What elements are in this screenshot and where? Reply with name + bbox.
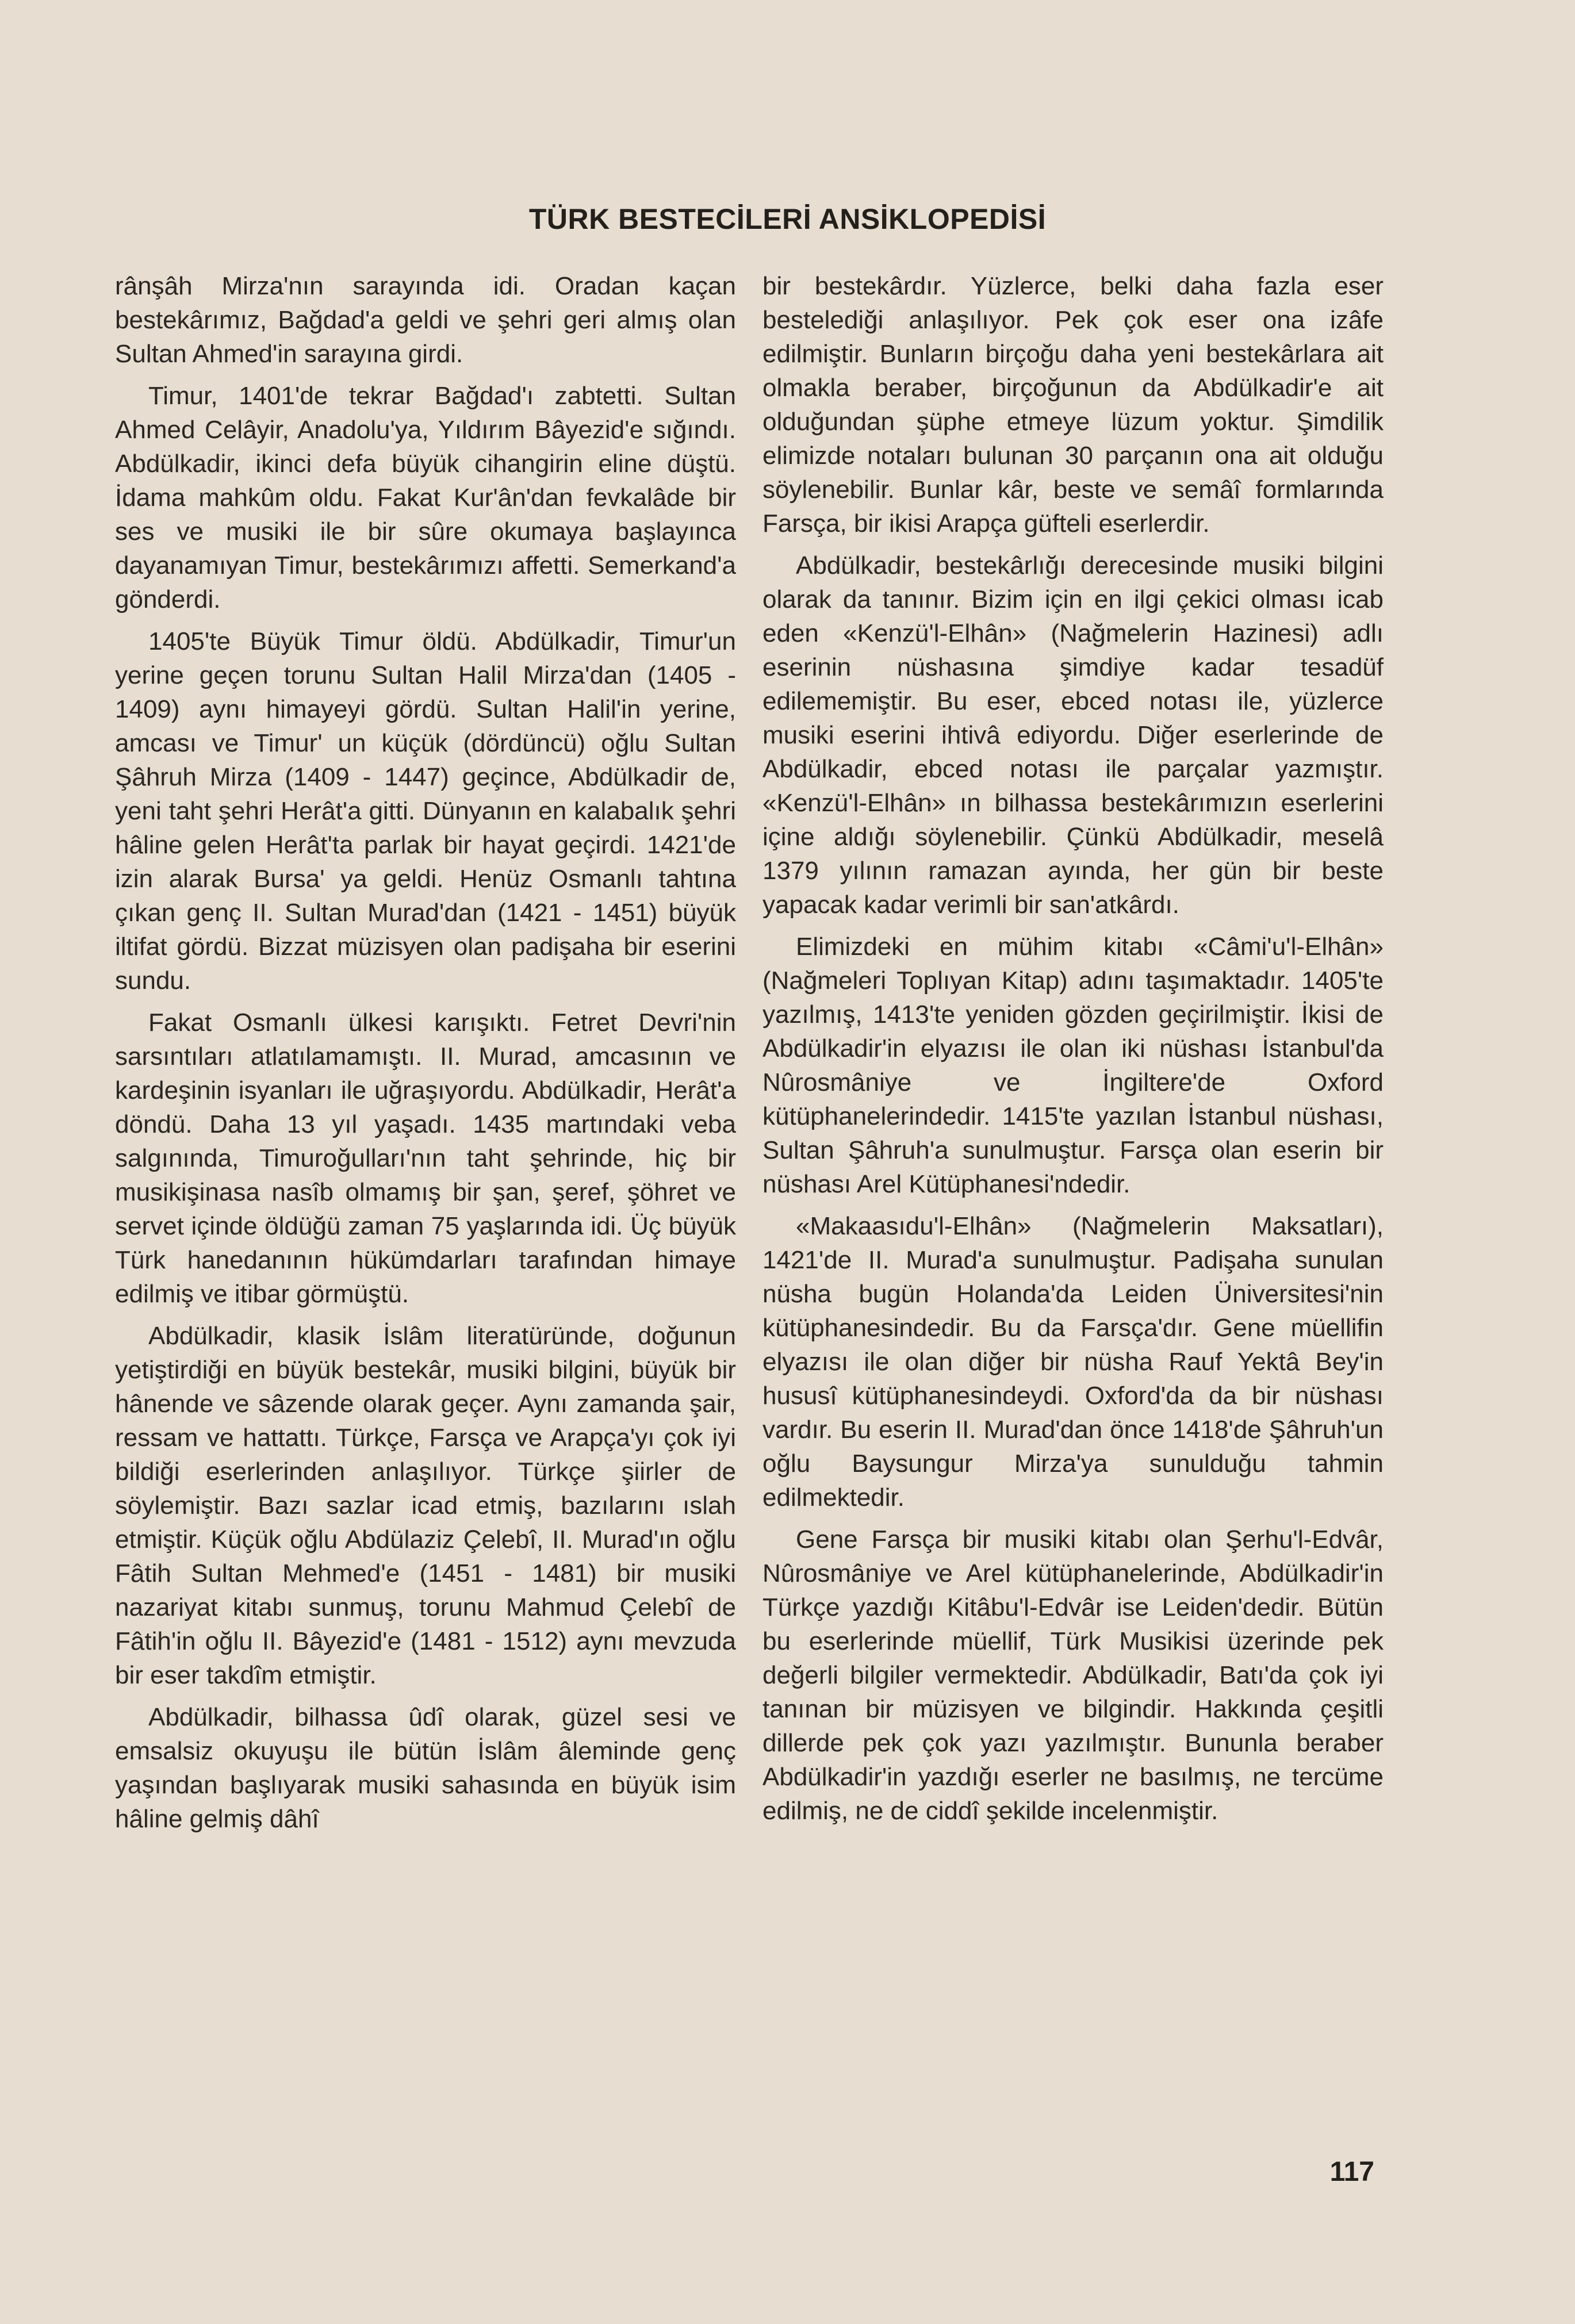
- paragraph: rânşâh Mirza'nın sarayında idi. Oradan kaçan bestekârımız, Bağdad'a geldi ve şehri geri almış olan Sultan Ahmed'in sarayına girdi.: [115, 272, 736, 368]
- right-column: [762, 269, 1384, 1836]
- paragraph: 1405'te Büyük Timur öldü. Abdülkadir, Timur'un yerine geçen torunu Sultan Halil Mirza'dan (1405 - 1409) aynı himayeyi gördü. Sultan Halil'in yerine, amcası ve Timur' un küçük (dördüncü) oğlu Sultan Şâhruh Mirza (1409 - 1447) geçince, Abdülkadir de, yeni taht şehri Herât'a gitti. Dünyanın en kalabalık şehri hâline gelen Herât'ta parlak bir hayat geçirdi. 1421'de izin alarak Bursa' ya geldi. Henüz Osmanlı tahtına çıkan genç II. Sultan Murad'dan (1421 - 1451) büyük iltifat gördü. Bizzat müzisyen olan padişaha bir eserini sundu.: [115, 627, 736, 995]
- left-column: [115, 269, 736, 1844]
- paragraph: Abdülkadir, bilhassa ûdî olarak, güzel sesi ve emsalsiz okuyuşu ile bütün İslâm âleminde genç yaşından başlıyarak musiki sahasında en büyük isim hâline gelmiş dâhî: [115, 1703, 736, 1833]
- paragraph: «Makaasıdu'l-Elhân» (Nağmelerin Maksatları), 1421'de II. Murad'a sunulmuştur. Padişaha sunulan nüsha bugün Holanda'da Leiden Üniversitesi'nin kütüphanesindedir. Bu da Farsça'dır. Gene müellifin elyazısı ile olan diğer bir nüsha Rauf Yektâ Bey'in hususî kütüphanesindeydi. Oxford'da da bir nüshası vardır. Bu eserin II. Murad'dan önce 1418'de Şâhruh'un oğlu Baysungur Mirza'ya sunulduğu tahmin edilmektedir.: [762, 1212, 1384, 1512]
- paragraph: Elimizdeki en mühim kitabı «Câmi'u'l-Elhân» (Nağmeleri Toplıyan Kitap) adını taşımaktadır. 1405'te yazılmış, 1413'te yeniden gözden geçirilmiştir. İkisi de Abdülkadir'in elyazısı ile olan iki nüshası İstanbul'da Nûrosmâniye ve İngiltere'de Oxford kütüphanelerindedir. 1415'te yazılan İstanbul nüshası, Sultan Şâhruh'a sunulmuştur. Farsça olan eserin bir nüshası Arel Kütüphanesi'ndedir.: [762, 933, 1384, 1198]
- page-number: 117: [1329, 2157, 1374, 2187]
- paragraph: Abdülkadir, klasik İslâm literatüründe, doğunun yetiştirdiği en büyük bestekâr, musiki bilgini, büyük bir hânende ve sâzende olarak geçer. Aynı zamanda şair, ressam ve hattattı. Türkçe, Farsça ve Arapça'yı çok iyi bildiği eserlerinden anlaşılıyor. Türkçe şiirler de söylemiştir. Bazı sazlar icad etmiş, bazılarını ıslah etmiştir. Küçük oğlu Abdülaziz Çelebî, II. Murad'ın oğlu Fâtih Sultan Mehmed'e (1451 - 1481) bir musiki nazariyat kitabı sunmuş, torunu Mahmud Çelebî de Fâtih'in oğlu II. Bâyezid'e (1481 - 1512) aynı mevzuda bir eser takdîm etmiştir.: [115, 1322, 736, 1689]
- paragraph: bir bestekârdır. Yüzlerce, belki daha fazla eser bestelediği anlaşılıyor. Pek çok eser ona izâfe edilmiştir. Bunların birçoğu daha yeni bestekârlara ait olmakla beraber, birçoğunun da Abdülkadir'e ait olduğundan şüphe etmeye lüzum yoktur. Şimdilik elimizde notaları bulunan 30 parçanın ona ait olduğu söylenebilir. Bunlar kâr, beste ve semâî formlarında Farsça, bir ikisi Arapça güfteli eserlerdir.: [762, 272, 1384, 538]
- paragraph: Abdülkadir, bestekârlığı derecesinde musiki bilgini olarak da tanınır. Bizim için en ilgi çekici olması icab eden «Kenzü'l-Elhân» (Nağmelerin Hazinesi) adlı eserinin nüshasına şimdiye kadar tesadüf edilememiştir. Bu eser, ebced notası ile, yüzlerce musiki eserini ihtivâ ediyordu. Diğer eserlerinde de Abdülkadir, ebced notası ile parçalar yazmıştır. «Kenzü'l-Elhân» ın bilhassa bestekârımızın eserlerini içine aldığı söylenebilir. Çünkü Abdülkadir, meselâ 1379 yılının ramazan ayında, her gün bir beste yapacak kadar verimli bir san'atkârdı.: [762, 551, 1384, 919]
- paragraph: Fakat Osmanlı ülkesi karışıktı. Fetret Devri'nin sarsıntıları atlatılamamıştı. II. Murad, amcasının ve kardeşinin isyanları ile uğraşıyordu. Abdülkadir, Herât'a döndü. Daha 13 yıl yaşadı. 1435 martındaki veba salgınında, Timuroğulları'nın taht şehrinde, hiç bir musikişinasa nasîb olmamış bir şan, şeref, şöhret ve servet içinde öldüğü zaman 75 yaşlarında idi. Üç büyük Türk hanedanının hükümdarları tarafından himaye edilmiş ve itibar görmüştü.: [115, 1008, 736, 1308]
- page-header: TÜRK BESTECİLERİ ANSİKLOPEDİSİ: [528, 203, 1047, 235]
- paragraph: Gene Farsça bir musiki kitabı olan Şerhu'l-Edvâr, Nûrosmâniye ve Arel kütüphanelerinde, Abdülkadir'in Türkçe yazdığı Kitâbu'l-Edvâr ise Leiden'dedir. Bütün bu eserlerinde müellif, Türk Musikisi üzerinde pek değerli bilgiler vermektedir. Abdülkadir, Batı'da çok iyi tanınan bir müzisyen ve bilgindir. Hakkında çeşitli dillerde pek çok yazı yazılmıştır. Bununla beraber Abdülkadir'in yazdığı eserler ne basılmış, ne tercüme edilmiş, ne de ciddî şekilde incelenmiştir.: [762, 1525, 1384, 1825]
- paragraph: Timur, 1401'de tekrar Bağdad'ı zabtetti. Sultan Ahmed Celâyir, Anadolu'ya, Yıldırım Bâyezid'e sığındı. Abdülkadir, ikinci defa büyük cihangirin eline düştü. İdama mahkûm oldu. Fakat Kur'ân'dan fevkalâde bir ses ve musiki ile bir sûre okumaya başlayınca dayanamıyan Timur, bestekârımızı affetti. Semerkand'a gönderdi.: [115, 382, 736, 613]
